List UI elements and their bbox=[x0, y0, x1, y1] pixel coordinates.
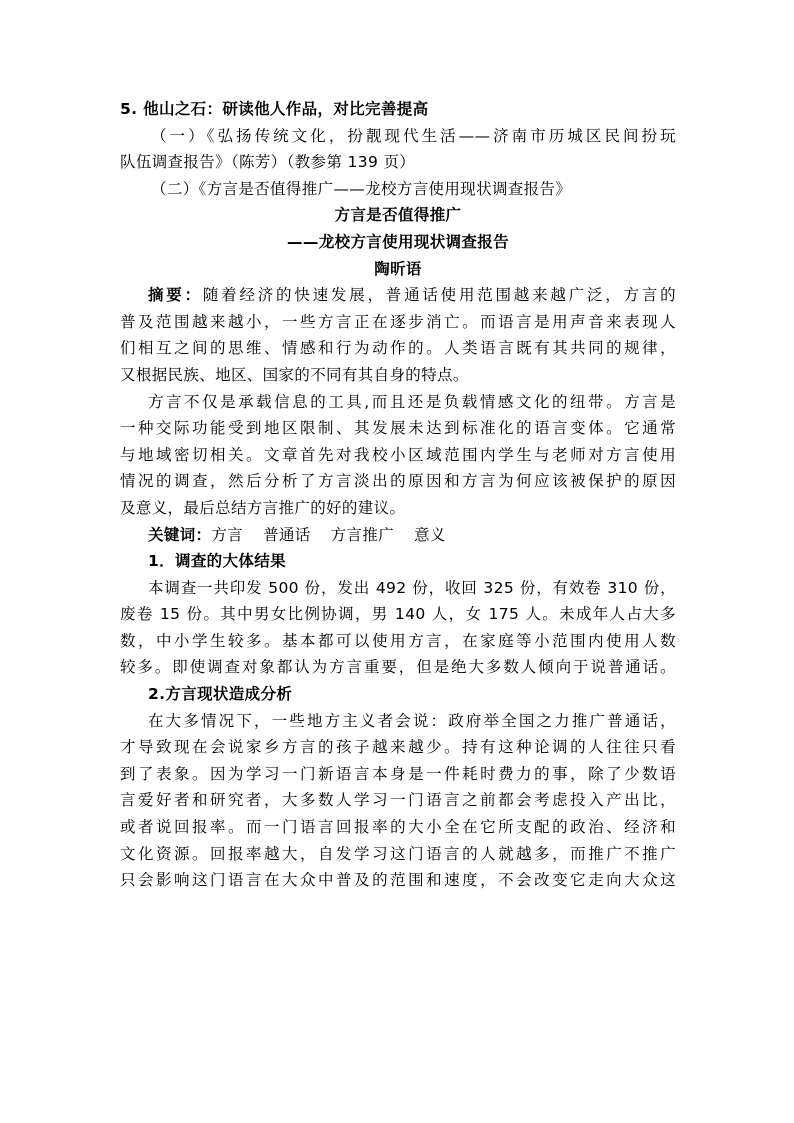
section-1-line: 本调查一共印发 500 份，发出 492 份，收回 325 份，有效卷 310 份， bbox=[148, 578, 676, 597]
section-1-line: 数，中小学生较多。基本都可以使用方言，在家庭等小范围内使用人数 bbox=[120, 631, 676, 650]
section-2-line: 文化资源。回报率越大，自发学习这门语言的人就越多，而推广不推广 bbox=[120, 844, 676, 863]
section-2-line: 只会影响这门语言在大众中普及的范围和速度，不会改变它走向大众这 bbox=[120, 871, 676, 890]
document-page bbox=[120, 96, 676, 894]
abstract-line: 又根据民族、地区、国家的不同有其自身的特点。 bbox=[120, 365, 469, 384]
section-1-line: 废卷 15 份。其中男女比例协调，男 140 人，女 175 人。未成年人占大多 bbox=[120, 605, 676, 624]
report-subtitle: ——龙校方言使用现状调查报告 bbox=[287, 232, 509, 251]
section-1-heading: 1．调查的大体结果 bbox=[148, 552, 286, 571]
abstract-line: 普及范围越来越小，一些方言正在逐步消亡。而语言是用声音来表现人 bbox=[120, 312, 676, 331]
section-2-line: 才导致现在会说家乡方言的孩子越来越少。持有这种论调的人往往只看 bbox=[120, 738, 676, 757]
abstract-line: 摘要：随着经济的快速发展，普通话使用范围越来越广泛，方言的 bbox=[148, 286, 676, 305]
section-heading: 5. 他山之石：研读他人作品，对比完善提高 bbox=[120, 100, 429, 118]
paragraph-line: 方言不仅是承载信息的工具,而且还是负载情感文化的纽带。方言是 bbox=[148, 392, 676, 411]
keyword: 意义 bbox=[414, 525, 446, 544]
report-title: 方言是否值得推广 bbox=[334, 206, 462, 225]
report-author: 陶昕语 bbox=[374, 259, 422, 278]
reference-1-line-2: 队伍调查报告》（陈芳）（教参第 139 页） bbox=[120, 153, 416, 172]
section-2-heading: 2.方言现状造成分析 bbox=[148, 685, 293, 704]
section-2-line: 言爱好者和研究者，大多数人学习一门语言之前都会考虑投入产出比， bbox=[120, 791, 676, 810]
abstract-line: 们相互之间的思维、情感和行为动作的。人类语言既有其共同的规律， bbox=[120, 339, 676, 358]
section-2-line: 到了表象。因为学习一门新语言本身是一件耗时费力的事，除了少数语 bbox=[120, 764, 676, 783]
abstract-label: 摘要： bbox=[148, 286, 203, 305]
paragraph-line: 一种交际功能受到地区限制、其发展未达到标准化的语言变体。它通常 bbox=[120, 419, 676, 438]
paragraph-line: 及意义，最后总结方言推广的好的建议。 bbox=[120, 498, 406, 517]
keyword: 方言推广 bbox=[330, 525, 395, 544]
paragraph-line: 情况的调查，然后分析了方言淡出的原因和方言为何应该被保护的原因 bbox=[120, 472, 676, 491]
reference-1-line-1: （一）《弘扬传统文化，扮靓现代生活——济南市历城区民间扮玩 bbox=[151, 126, 676, 145]
reference-2: （二）《方言是否值得推广——龙校方言使用现状调查报告》 bbox=[151, 179, 572, 198]
keywords-line bbox=[120, 522, 676, 549]
section-2-line: 在大多情况下，一些地方主义者会说：政府举全国之力推广普通话， bbox=[148, 711, 676, 730]
section-2-line: 或者说回报率。而一门语言回报率的大小全在它所支配的政治、经济和 bbox=[120, 818, 676, 837]
paragraph-line: 与地域密切相关。文章首先对我校小区域范围内学生与老师对方言使用 bbox=[120, 445, 676, 464]
keyword: 普通话 bbox=[263, 525, 311, 544]
section-1-line: 较多。即使调查对象都认为方言重要，但是绝大多数人倾向于说普通话。 bbox=[120, 658, 676, 677]
keyword: 方言 bbox=[211, 525, 244, 544]
keywords-label: 关键词： bbox=[148, 525, 212, 544]
